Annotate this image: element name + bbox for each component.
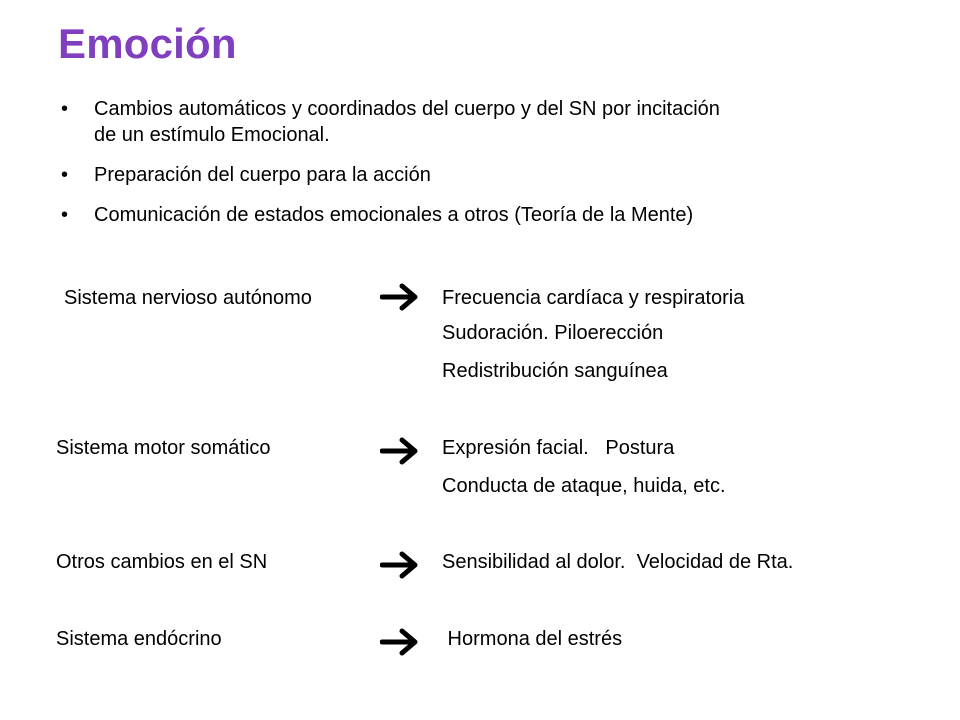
bullet-text: Preparación del cuerpo para la acción [94, 164, 431, 186]
bullet-dot-icon: • [61, 204, 69, 226]
bullet-text-continued: de un estímulo Emocional. [94, 124, 330, 146]
bullet-item [58, 202, 898, 228]
right-arrow-icon [380, 550, 420, 580]
right-arrow-icon [380, 436, 420, 466]
system-label-endocrine: Sistema endócrino [56, 628, 222, 650]
effect-text: Hormona del estrés [442, 628, 623, 650]
slide-title: Emoción [58, 20, 237, 67]
effect-text: Redistribución sanguínea [442, 360, 668, 382]
bullet-text: Cambios automáticos y coordinados del cuerpo y del SN por incitación [94, 98, 720, 120]
bullet-dot-icon: • [61, 98, 69, 120]
bullet-list [58, 96, 898, 242]
bullet-item [58, 96, 898, 148]
right-arrow-icon [380, 627, 420, 657]
effect-text: Expresión facial. Postura [442, 437, 675, 459]
right-arrow-icon [380, 282, 420, 312]
effect-text: Sudoración. Piloerección [442, 322, 664, 344]
effect-text: Conducta de ataque, huida, etc. [442, 475, 726, 497]
system-label-autonomic: Sistema nervioso autónomo [64, 287, 312, 309]
bullet-item [58, 162, 898, 188]
bullet-dot-icon: • [61, 164, 69, 186]
system-label-other: Otros cambios en el SN [56, 551, 268, 573]
bullet-text: Comunicación de estados emocionales a otros (Teoría de la Mente) [94, 204, 694, 226]
effect-text: Sensibilidad al dolor. Velocidad de Rta. [442, 551, 794, 573]
system-label-somatic: Sistema motor somático [56, 437, 271, 459]
effect-text: Frecuencia cardíaca y respiratoria [442, 287, 745, 309]
